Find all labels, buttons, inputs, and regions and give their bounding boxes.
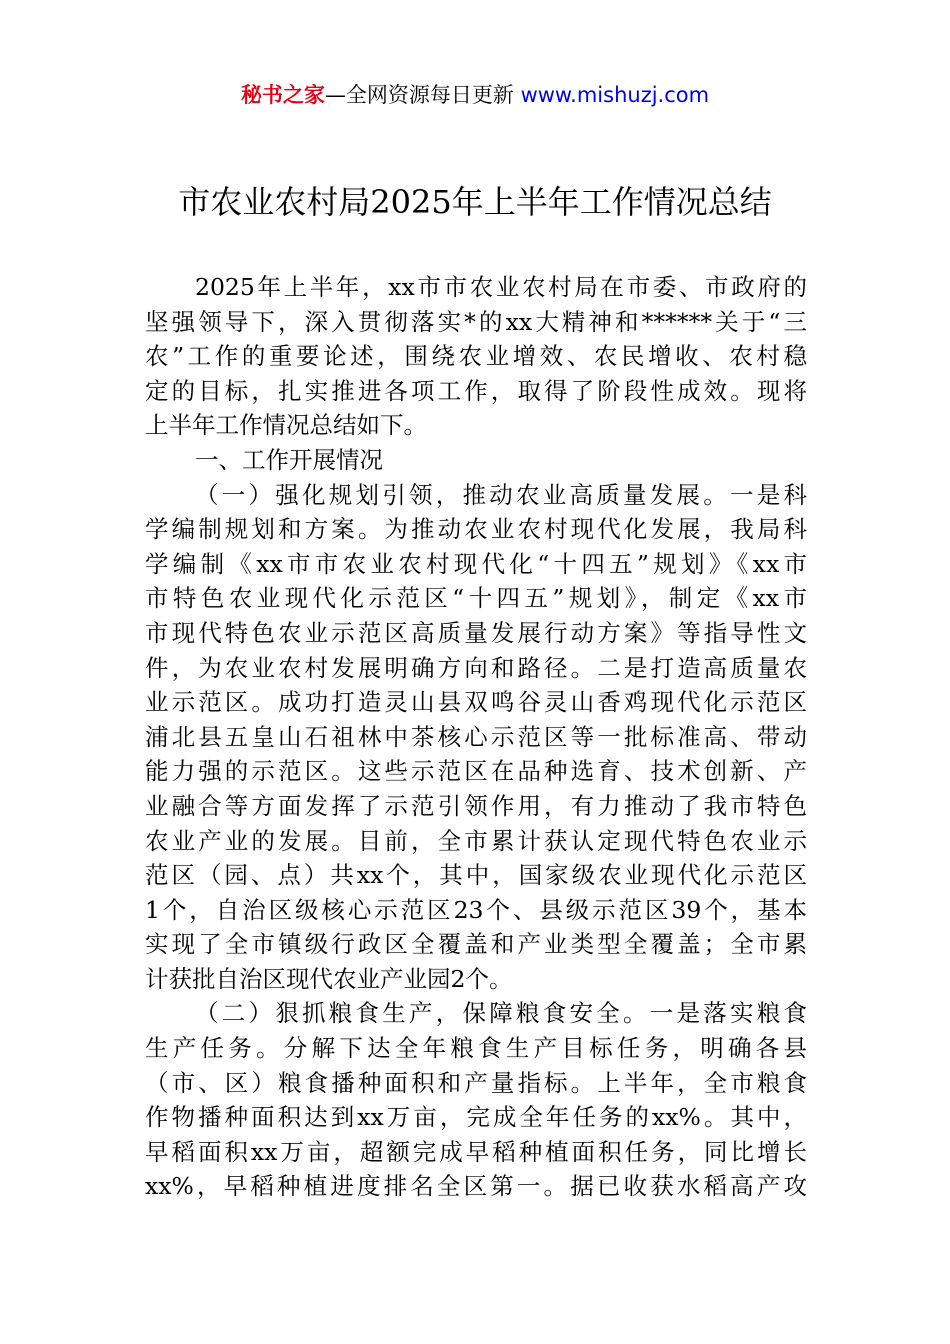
paragraph-line: （二）狠抓粮食生产，保障粮食安全。一是落实粮食	[195, 999, 807, 1028]
header-tagline: —全网资源每日更新	[324, 83, 521, 107]
section-heading: 一、工作开展情况	[195, 445, 383, 474]
paragraph-line: 业示范区。成功打造灵山县双鸣谷灵山香鸡现代化示范区	[145, 688, 807, 717]
paragraph-line: （一）强化规划引领，推动农业高质量发展。一是科	[195, 480, 807, 509]
paragraph-line: 作物播种面积达到xx万亩，完成全年任务的xx%。其中，	[145, 1103, 807, 1132]
paragraph-line: 生产任务。分解下达全年粮食生产目标任务，明确各县	[145, 1034, 807, 1063]
site-header	[0, 80, 950, 110]
paragraph-line: xx%，早稻种植进度排名全区第一。据已收获水稻高产攻	[145, 1172, 807, 1201]
paragraph-line: 农业产业的发展。目前，全市累计获认定现代特色农业示	[145, 826, 807, 855]
paragraph-line: 能力强的示范区。这些示范区在品种选育、技术创新、产	[145, 757, 807, 786]
paragraph-line: （市、区）粮食播种面积和产量指标。上半年，全市粮食	[145, 1068, 807, 1097]
paragraph-line: 件，为农业农村发展明确方向和路径。二是打造高质量农	[145, 653, 807, 682]
paragraph-line: 2025年上半年，xx市市农业农村局在市委、市政府的	[195, 273, 807, 301]
paragraph-line: 业融合等方面发挥了示范引领作用，有力推动了我市特色	[145, 791, 807, 820]
paragraph-line: 农”工作的重要论述，围绕农业增效、农民增收、农村稳	[145, 342, 807, 371]
site-url-link[interactable]: www.mishuzj.com	[520, 83, 710, 107]
paragraph-line: 计获批自治区现代农业产业园2个。	[145, 964, 513, 993]
document-body	[145, 270, 807, 1204]
paragraph-line: 定的目标，扎实推进各项工作，取得了阶段性成效。现将	[145, 376, 807, 405]
paragraph-line: 1个，自治区级核心示范区23个、县级示范区39个，基本	[145, 895, 807, 924]
paragraph-line: 实现了全市镇级行政区全覆盖和产业类型全覆盖；全市累	[145, 930, 807, 959]
paragraph-line: 早稻面积xx万亩，超额完成早稻种植面积任务，同比增长	[145, 1137, 807, 1166]
paragraph-line: 市现代特色农业示范区高质量发展行动方案》等指导性文	[145, 618, 807, 647]
paragraph-line: 范区（园、点）共xx个，其中，国家级农业现代化示范区	[145, 861, 807, 890]
paragraph-line: 学编制规划和方案。为推动农业农村现代化发展，我局科	[145, 515, 807, 544]
paragraph-line: 上半年工作情况总结如下。	[145, 411, 427, 440]
paragraph-line: 浦北县五皇山石祖林中茶核心示范区等一批标准高、带动	[145, 722, 807, 751]
paragraph-line: 学编制《xx市市农业农村现代化“十四五”规划》《xx市	[145, 549, 807, 578]
paragraph-line: 市特色农业现代化示范区“十四五”规划》，制定《xx市	[145, 584, 807, 613]
brand-name: 秘书之家	[240, 83, 325, 107]
document-title: 市农业农村局2025年上半年工作情况总结	[178, 183, 772, 221]
paragraph-line: 坚强领导下，深入贯彻落实*的xx大精神和******关于“三	[145, 307, 807, 336]
